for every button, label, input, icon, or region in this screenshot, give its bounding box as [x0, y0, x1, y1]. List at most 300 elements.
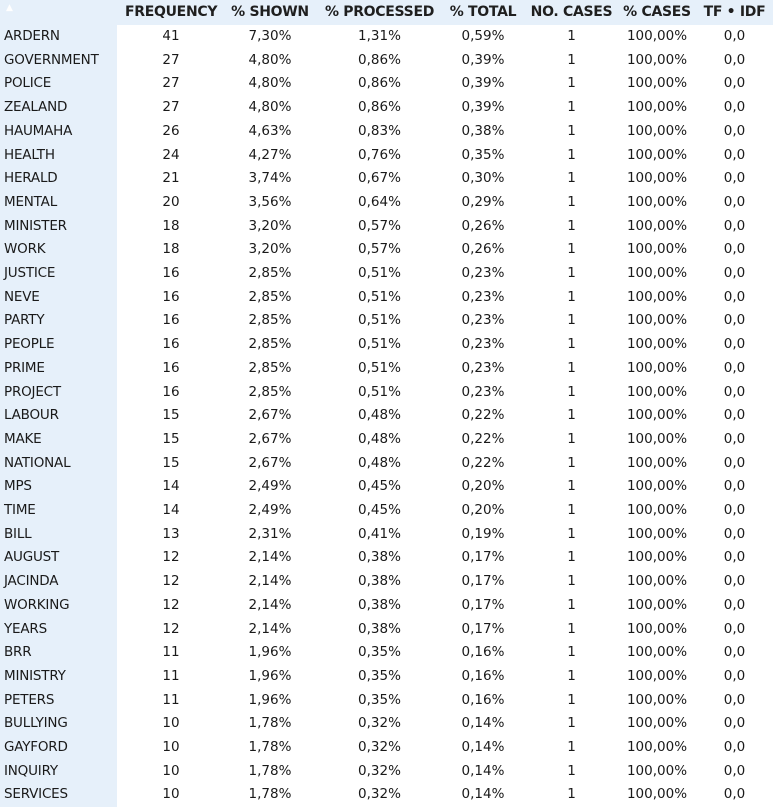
word-cell: JACINDA: [4, 573, 59, 590]
tf-idf-cell: 0,0: [723, 51, 746, 68]
frequency-cell: 14: [162, 502, 180, 518]
no-cases-cell: 1: [567, 762, 576, 779]
word-cell: TIME: [4, 502, 36, 518]
pct-processed-cell: 0,38%: [358, 620, 401, 637]
frequency-cell: 15: [162, 430, 180, 447]
tf-idf-cell: 0,0: [723, 762, 746, 779]
no-cases-cell: 1: [567, 383, 576, 400]
table-row[interactable]: [0, 689, 773, 713]
pct-total-cell: 0,23%: [461, 383, 505, 400]
word-cell: NEVE: [4, 288, 40, 305]
table-row[interactable]: [0, 594, 773, 618]
frequency-cell: 16: [162, 336, 180, 353]
tf-idf-cell: 0,0: [723, 217, 746, 234]
tf-idf-cell: 0,0: [723, 620, 746, 637]
frequency-cell: 14: [162, 478, 180, 495]
no-cases-cell: 1: [567, 667, 576, 684]
no-cases-cell: 1: [567, 430, 576, 447]
pct-total-cell: 0,26%: [461, 241, 505, 258]
pct-shown-cell: 2,14%: [248, 549, 292, 566]
tf-idf-cell: 0,0: [723, 502, 746, 518]
table-row[interactable]: [0, 49, 773, 73]
pct-total-cell: 0,23%: [461, 265, 505, 281]
frequency-cell: 16: [162, 265, 180, 281]
pct-processed-cell: 0,51%: [358, 312, 401, 329]
word-cell: NATIONAL: [4, 454, 71, 471]
pct-cases-cell: 100,00%: [626, 454, 688, 471]
pct-total-cell: 0,23%: [461, 336, 505, 353]
tf-idf-cell: 0,0: [723, 193, 746, 210]
column-header-pct-shown[interactable]: % SHOWN: [231, 4, 309, 20]
tf-idf-cell: 0,0: [723, 573, 746, 590]
pct-shown-cell: 2,85%: [248, 336, 292, 353]
tf-idf-cell: 0,0: [723, 430, 746, 447]
no-cases-cell: 1: [567, 312, 576, 329]
pct-processed-cell: 0,48%: [358, 407, 401, 424]
pct-cases-cell: 100,00%: [626, 336, 688, 353]
pct-total-cell: 0,30%: [461, 170, 505, 187]
pct-cases-cell: 100,00%: [626, 691, 688, 708]
pct-total-cell: 0,14%: [461, 786, 505, 803]
column-header-frequency[interactable]: FREQUENCY: [125, 4, 218, 20]
word-cell: BRR: [4, 644, 32, 661]
word-cell: BILL: [4, 525, 32, 542]
word-cell: POLICE: [4, 75, 52, 92]
table-row[interactable]: [0, 167, 773, 191]
pct-processed-cell: 0,51%: [358, 265, 401, 281]
pct-processed-cell: 0,48%: [358, 430, 401, 447]
pct-shown-cell: 2,85%: [248, 265, 292, 281]
pct-total-cell: 0,14%: [461, 715, 505, 732]
no-cases-cell: 1: [567, 478, 576, 495]
word-cell: MENTAL: [4, 193, 58, 210]
pct-shown-cell: 2,85%: [248, 312, 292, 329]
table-row[interactable]: [0, 96, 773, 120]
table-row[interactable]: [0, 641, 773, 665]
pct-cases-cell: 100,00%: [626, 75, 688, 92]
pct-processed-cell: 0,86%: [358, 99, 401, 116]
pct-total-cell: 0,22%: [461, 430, 505, 447]
pct-shown-cell: 2,67%: [248, 454, 292, 471]
pct-processed-cell: 0,51%: [358, 288, 401, 305]
sort-arrow-icon[interactable]: ▲: [6, 3, 13, 13]
tf-idf-cell: 0,0: [723, 288, 746, 305]
pct-processed-cell: 0,64%: [358, 193, 401, 210]
table-row[interactable]: [0, 144, 773, 168]
pct-shown-cell: 1,78%: [248, 715, 292, 732]
pct-shown-cell: 3,74%: [248, 170, 292, 187]
pct-processed-cell: 0,32%: [358, 786, 401, 803]
no-cases-cell: 1: [567, 359, 576, 376]
pct-shown-cell: 4,63%: [248, 122, 292, 139]
word-cell: HAUMAHA: [4, 122, 73, 139]
frequency-cell: 11: [162, 644, 180, 661]
tf-idf-cell: 0,0: [723, 265, 746, 281]
pct-cases-cell: 100,00%: [626, 525, 688, 542]
no-cases-cell: 1: [567, 146, 576, 163]
frequency-cell: 18: [162, 217, 180, 234]
no-cases-cell: 1: [567, 525, 576, 542]
frequency-cell: 20: [162, 193, 180, 210]
tf-idf-cell: 0,0: [723, 336, 746, 353]
pct-shown-cell: 1,96%: [248, 667, 292, 684]
pct-processed-cell: 0,32%: [358, 739, 401, 755]
column-header-no-cases[interactable]: NO. CASES: [530, 4, 613, 20]
pct-processed-cell: 0,35%: [358, 691, 401, 708]
pct-total-cell: 0,19%: [461, 525, 505, 542]
pct-cases-cell: 100,00%: [626, 762, 688, 779]
pct-total-cell: 0,23%: [461, 288, 505, 305]
pct-cases-cell: 100,00%: [626, 312, 688, 329]
no-cases-cell: 1: [567, 691, 576, 708]
word-cell: GOVERNMENT: [4, 51, 99, 68]
word-cell: HEALTH: [4, 146, 55, 163]
frequency-cell: 27: [162, 99, 180, 116]
column-header-pct-cases[interactable]: % CASES: [623, 4, 691, 20]
word-cell: ARDERN: [4, 28, 60, 44]
no-cases-cell: 1: [567, 407, 576, 424]
no-cases-cell: 1: [567, 502, 576, 518]
pct-processed-cell: 0,67%: [358, 170, 401, 187]
pct-total-cell: 0,38%: [461, 122, 505, 139]
no-cases-cell: 1: [567, 786, 576, 803]
pct-cases-cell: 100,00%: [626, 620, 688, 637]
frequency-cell: 13: [162, 525, 180, 542]
frequency-cell: 24: [162, 146, 180, 163]
pct-processed-cell: 0,38%: [358, 573, 401, 590]
pct-cases-cell: 100,00%: [626, 430, 688, 447]
pct-total-cell: 0,39%: [461, 75, 505, 92]
tf-idf-cell: 0,0: [723, 170, 746, 187]
frequency-cell: 16: [162, 383, 180, 400]
frequency-cell: 41: [162, 28, 180, 44]
pct-cases-cell: 100,00%: [626, 739, 688, 755]
word-cell: PETERS: [4, 691, 55, 708]
word-cell: MAKE: [4, 430, 42, 447]
pct-shown-cell: 2,31%: [248, 525, 292, 542]
table-row[interactable]: [0, 760, 773, 784]
pct-total-cell: 0,14%: [461, 762, 505, 779]
tf-idf-cell: 0,0: [723, 525, 746, 542]
pct-cases-cell: 100,00%: [626, 265, 688, 281]
tf-idf-cell: 0,0: [723, 691, 746, 708]
table-row[interactable]: [0, 25, 773, 49]
word-cell: PRIME: [4, 359, 45, 376]
pct-total-cell: 0,14%: [461, 739, 505, 755]
pct-total-cell: 0,59%: [461, 28, 505, 44]
word-cell: ZEALAND: [4, 99, 68, 116]
frequency-cell: 12: [162, 596, 180, 613]
pct-shown-cell: 1,78%: [248, 739, 292, 755]
table-row[interactable]: [0, 215, 773, 239]
pct-processed-cell: 0,35%: [358, 644, 401, 661]
pct-total-cell: 0,17%: [461, 573, 505, 590]
no-cases-cell: 1: [567, 573, 576, 590]
word-cell: MINISTRY: [4, 667, 66, 684]
tf-idf-cell: 0,0: [723, 99, 746, 116]
frequency-cell: 10: [162, 786, 180, 803]
pct-total-cell: 0,16%: [461, 644, 505, 661]
pct-shown-cell: 3,20%: [248, 217, 292, 234]
pct-cases-cell: 100,00%: [626, 288, 688, 305]
table-row[interactable]: [0, 475, 773, 499]
pct-cases-cell: 100,00%: [626, 28, 688, 44]
pct-processed-cell: 0,51%: [358, 383, 401, 400]
table-row[interactable]: [0, 546, 773, 570]
table-row[interactable]: [0, 452, 773, 476]
word-cell: BULLYING: [4, 715, 68, 732]
frequency-cell: 16: [162, 359, 180, 376]
tf-idf-cell: 0,0: [723, 478, 746, 495]
word-cell: SERVICES: [4, 786, 68, 803]
tf-idf-cell: 0,0: [723, 644, 746, 661]
table-row[interactable]: [0, 262, 773, 286]
word-cell: LABOUR: [4, 407, 59, 424]
no-cases-cell: 1: [567, 170, 576, 187]
pct-shown-cell: 4,27%: [248, 146, 292, 163]
no-cases-cell: 1: [567, 99, 576, 116]
pct-shown-cell: 4,80%: [248, 75, 292, 92]
pct-shown-cell: 4,80%: [248, 51, 292, 68]
pct-cases-cell: 100,00%: [626, 241, 688, 258]
tf-idf-cell: 0,0: [723, 75, 746, 92]
tf-idf-cell: 0,0: [723, 122, 746, 139]
pct-cases-cell: 100,00%: [626, 407, 688, 424]
no-cases-cell: 1: [567, 336, 576, 353]
pct-total-cell: 0,22%: [461, 454, 505, 471]
word-cell: PEOPLE: [4, 336, 55, 353]
pct-cases-cell: 100,00%: [626, 99, 688, 116]
pct-total-cell: 0,17%: [461, 620, 505, 637]
frequency-cell: 16: [162, 312, 180, 329]
word-cell: WORKING: [4, 596, 70, 613]
tf-idf-cell: 0,0: [723, 786, 746, 803]
frequency-cell: 11: [162, 667, 180, 684]
no-cases-cell: 1: [567, 454, 576, 471]
table-row[interactable]: [0, 665, 773, 689]
pct-total-cell: 0,16%: [461, 667, 505, 684]
pct-processed-cell: 0,86%: [358, 75, 401, 92]
pct-total-cell: 0,20%: [461, 478, 505, 495]
tf-idf-cell: 0,0: [723, 549, 746, 566]
frequency-cell: 16: [162, 288, 180, 305]
tf-idf-cell: 0,0: [723, 241, 746, 258]
frequency-cell: 12: [162, 549, 180, 566]
pct-shown-cell: 3,56%: [248, 193, 292, 210]
no-cases-cell: 1: [567, 549, 576, 566]
table-row[interactable]: [0, 523, 773, 547]
pct-cases-cell: 100,00%: [626, 478, 688, 495]
column-header-pct-processed[interactable]: % PROCESSED: [324, 4, 435, 20]
pct-total-cell: 0,22%: [461, 407, 505, 424]
pct-processed-cell: 1,31%: [358, 28, 401, 44]
no-cases-cell: 1: [567, 644, 576, 661]
pct-cases-cell: 100,00%: [626, 51, 688, 68]
table-row[interactable]: [0, 191, 773, 215]
table-header-row: [0, 0, 773, 25]
pct-cases-cell: 100,00%: [626, 667, 688, 684]
pct-cases-cell: 100,00%: [626, 786, 688, 803]
table-row[interactable]: [0, 428, 773, 452]
frequency-cell: 27: [162, 51, 180, 68]
table-row[interactable]: [0, 736, 773, 760]
pct-processed-cell: 0,32%: [358, 715, 401, 732]
pct-cases-cell: 100,00%: [626, 217, 688, 234]
pct-total-cell: 0,35%: [461, 146, 505, 163]
tf-idf-cell: 0,0: [723, 28, 746, 44]
tf-idf-cell: 0,0: [723, 596, 746, 613]
word-cell: MPS: [4, 478, 32, 495]
no-cases-cell: 1: [567, 596, 576, 613]
table-row[interactable]: [0, 72, 773, 96]
word-cell: WORK: [4, 241, 46, 258]
frequency-cell: 10: [162, 739, 180, 755]
word-cell: JUSTICE: [4, 265, 56, 281]
tf-idf-cell: 0,0: [723, 715, 746, 732]
pct-cases-cell: 100,00%: [626, 122, 688, 139]
pct-total-cell: 0,39%: [461, 51, 505, 68]
pct-shown-cell: 2,14%: [248, 620, 292, 637]
table-row[interactable]: [0, 309, 773, 333]
pct-cases-cell: 100,00%: [626, 146, 688, 163]
pct-processed-cell: 0,83%: [358, 122, 401, 139]
table-row[interactable]: [0, 499, 773, 523]
tf-idf-cell: 0,0: [723, 667, 746, 684]
pct-shown-cell: 2,67%: [248, 407, 292, 424]
frequency-cell: 12: [162, 620, 180, 637]
no-cases-cell: 1: [567, 715, 576, 732]
pct-total-cell: 0,17%: [461, 596, 505, 613]
frequency-cell: 21: [162, 170, 180, 187]
pct-processed-cell: 0,57%: [358, 217, 401, 234]
table-row[interactable]: [0, 238, 773, 262]
tf-idf-cell: 0,0: [723, 454, 746, 471]
pct-cases-cell: 100,00%: [626, 549, 688, 566]
pct-shown-cell: 1,78%: [248, 786, 292, 803]
no-cases-cell: 1: [567, 217, 576, 234]
table-row[interactable]: [0, 333, 773, 357]
pct-shown-cell: 2,14%: [248, 596, 292, 613]
pct-shown-cell: 2,85%: [248, 359, 292, 376]
tf-idf-cell: 0,0: [723, 739, 746, 755]
no-cases-cell: 1: [567, 241, 576, 258]
sort-corner-cell[interactable]: [0, 0, 117, 25]
pct-processed-cell: 0,32%: [358, 762, 401, 779]
pct-processed-cell: 0,45%: [358, 502, 401, 518]
word-cell: PARTY: [4, 312, 45, 329]
pct-cases-cell: 100,00%: [626, 502, 688, 518]
pct-total-cell: 0,17%: [461, 549, 505, 566]
pct-total-cell: 0,26%: [461, 217, 505, 234]
word-cell: HERALD: [4, 170, 58, 187]
no-cases-cell: 1: [567, 620, 576, 637]
table-row[interactable]: [0, 120, 773, 144]
word-cell: GAYFORD: [4, 739, 68, 755]
column-header-pct-total[interactable]: % TOTAL: [449, 4, 517, 20]
pct-cases-cell: 100,00%: [626, 359, 688, 376]
pct-processed-cell: 0,41%: [358, 525, 401, 542]
pct-shown-cell: 2,85%: [248, 383, 292, 400]
pct-cases-cell: 100,00%: [626, 383, 688, 400]
pct-processed-cell: 0,48%: [358, 454, 401, 471]
table-row[interactable]: [0, 357, 773, 381]
tf-idf-cell: 0,0: [723, 407, 746, 424]
tf-idf-cell: 0,0: [723, 359, 746, 376]
column-header-tf-idf[interactable]: TF • IDF: [703, 4, 766, 20]
frequency-cell: 10: [162, 762, 180, 779]
no-cases-cell: 1: [567, 51, 576, 68]
pct-processed-cell: 0,35%: [358, 667, 401, 684]
pct-cases-cell: 100,00%: [626, 715, 688, 732]
frequency-cell: 18: [162, 241, 180, 258]
pct-shown-cell: 2,49%: [248, 502, 292, 518]
frequency-cell: 12: [162, 573, 180, 590]
tf-idf-cell: 0,0: [723, 146, 746, 163]
pct-shown-cell: 1,96%: [248, 691, 292, 708]
pct-processed-cell: 0,45%: [358, 478, 401, 495]
frequency-cell: 15: [162, 407, 180, 424]
pct-shown-cell: 3,20%: [248, 241, 292, 258]
table-row[interactable]: [0, 618, 773, 642]
table-row[interactable]: [0, 404, 773, 428]
pct-total-cell: 0,29%: [461, 193, 505, 210]
tf-idf-cell: 0,0: [723, 383, 746, 400]
word-cell: INQUIRY: [4, 762, 58, 779]
table-row[interactable]: [0, 570, 773, 594]
pct-total-cell: 0,20%: [461, 502, 505, 518]
pct-cases-cell: 100,00%: [626, 170, 688, 187]
pct-processed-cell: 0,76%: [358, 146, 401, 163]
word-cell: MINISTER: [4, 217, 67, 234]
pct-shown-cell: 2,14%: [248, 573, 292, 590]
pct-cases-cell: 100,00%: [626, 573, 688, 590]
pct-total-cell: 0,23%: [461, 359, 505, 376]
no-cases-cell: 1: [567, 288, 576, 305]
table-row[interactable]: [0, 712, 773, 736]
word-cell: YEARS: [4, 620, 47, 637]
pct-shown-cell: 7,30%: [248, 28, 292, 44]
pct-shown-cell: 4,80%: [248, 99, 292, 116]
pct-processed-cell: 0,86%: [358, 51, 401, 68]
tf-idf-cell: 0,0: [723, 312, 746, 329]
pct-processed-cell: 0,38%: [358, 596, 401, 613]
pct-processed-cell: 0,51%: [358, 359, 401, 376]
pct-total-cell: 0,39%: [461, 99, 505, 116]
table-row[interactable]: [0, 783, 773, 807]
frequency-cell: 11: [162, 691, 180, 708]
no-cases-cell: 1: [567, 75, 576, 92]
no-cases-cell: 1: [567, 265, 576, 281]
frequency-cell: 27: [162, 75, 180, 92]
pct-shown-cell: 2,49%: [248, 478, 292, 495]
table-row[interactable]: [0, 286, 773, 310]
pct-shown-cell: 2,67%: [248, 430, 292, 447]
no-cases-cell: 1: [567, 193, 576, 210]
frequency-cell: 15: [162, 454, 180, 471]
pct-shown-cell: 1,96%: [248, 644, 292, 661]
pct-total-cell: 0,23%: [461, 312, 505, 329]
pct-cases-cell: 100,00%: [626, 596, 688, 613]
word-cell: AUGUST: [4, 549, 60, 566]
frequency-cell: 10: [162, 715, 180, 732]
table-row[interactable]: [0, 381, 773, 405]
word-cell: PROJECT: [4, 383, 61, 400]
pct-cases-cell: 100,00%: [626, 193, 688, 210]
no-cases-cell: 1: [567, 28, 576, 44]
pct-processed-cell: 0,51%: [358, 336, 401, 353]
no-cases-cell: 1: [567, 739, 576, 755]
pct-shown-cell: 2,85%: [248, 288, 292, 305]
